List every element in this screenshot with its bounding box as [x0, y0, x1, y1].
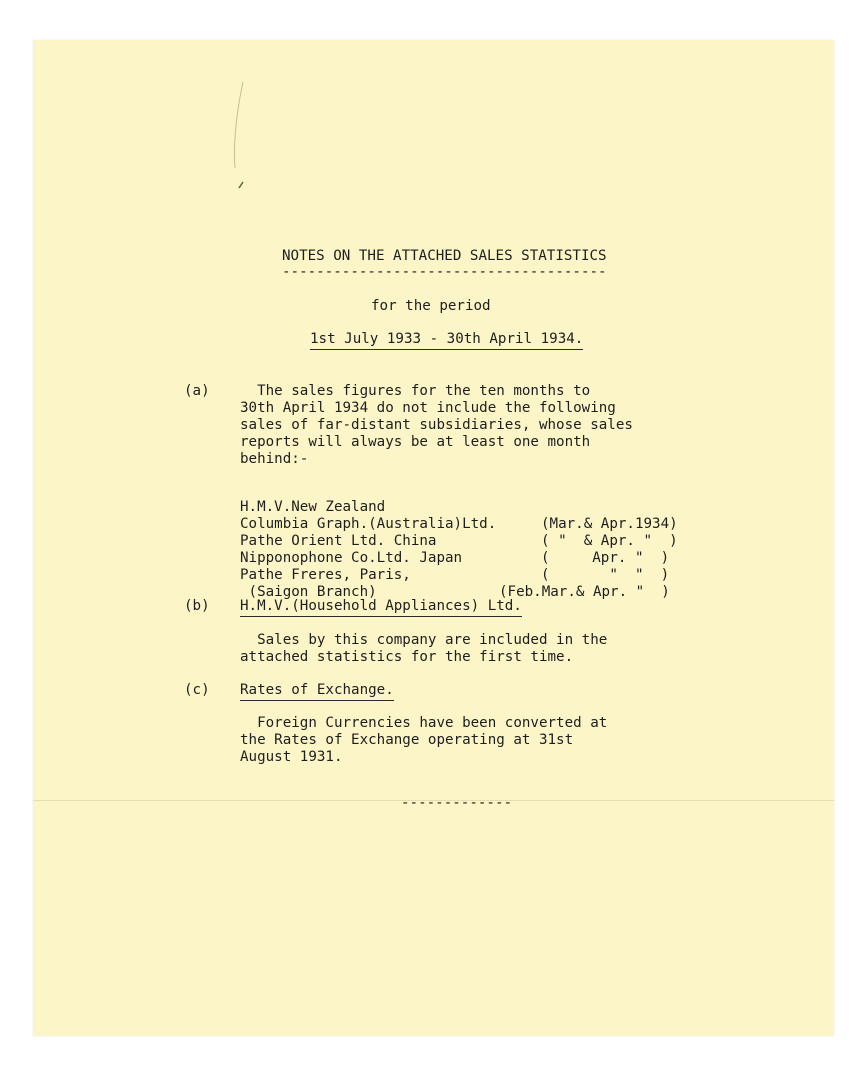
subsidiary-name: Pathe Orient Ltd. China [240, 533, 437, 549]
section-a-text [240, 383, 633, 468]
section-c-label: (c) [184, 682, 210, 698]
subsidiary-note: (Saigon Branch) [240, 584, 377, 600]
subsidiary-list [240, 482, 702, 600]
section-a-line: The sales figures for the ten months to [240, 383, 591, 399]
subsidiary-period: ( " & Apr. " ) [541, 533, 678, 549]
subsidiary-period: (Mar.& Apr.1934) [541, 516, 678, 532]
title-rule: -------------------------------------- [282, 264, 607, 280]
period-dates: 1st July 1933 - 30th April 1934. [310, 331, 583, 350]
subsidiary-name: Nipponophone Co.Ltd. Japan [240, 550, 463, 566]
section-a-line: 30th April 1934 do not include the following [240, 400, 616, 416]
section-c-line: August 1931. [240, 749, 343, 765]
section-b-line: Sales by this company are included in the [240, 632, 608, 648]
section-c-heading: Rates of Exchange. [240, 682, 394, 701]
section-c-line: Foreign Currencies have been converted at [240, 715, 608, 731]
document-title: NOTES ON THE ATTACHED SALES STATISTICS [282, 248, 607, 264]
section-a-label: (a) [184, 383, 210, 399]
section-c-line: the Rates of Exchange operating at 31st [240, 732, 574, 748]
section-a-line: reports will always be at least one month [240, 434, 591, 450]
subsidiary-period: ( Apr. " ) [541, 550, 670, 566]
section-b-heading: H.M.V.(Household Appliances) Ltd. [240, 598, 522, 617]
subsidiary-name: Pathe Freres, Paris, [240, 567, 411, 583]
section-c-text [240, 715, 607, 766]
period-label: for the period [371, 298, 491, 314]
section-a-line: behind:- [240, 451, 309, 467]
subsidiary-period: ( " " ) [541, 567, 670, 583]
section-b-text [240, 632, 607, 666]
end-rule: ------------- [401, 795, 513, 811]
pencil-mark-icon [223, 80, 253, 200]
subsidiary-name: H.M.V.New Zealand [240, 499, 386, 515]
section-b-line: attached statistics for the first time. [240, 649, 574, 665]
subsidiary-name: Columbia Graph.(Australia)Ltd. [240, 516, 497, 532]
section-a-line: sales of far-distant subsidiaries, whose sales [240, 417, 633, 433]
section-b-label: (b) [184, 598, 210, 614]
subsidiary-period: (Feb.Mar.& Apr. " ) [499, 584, 670, 600]
